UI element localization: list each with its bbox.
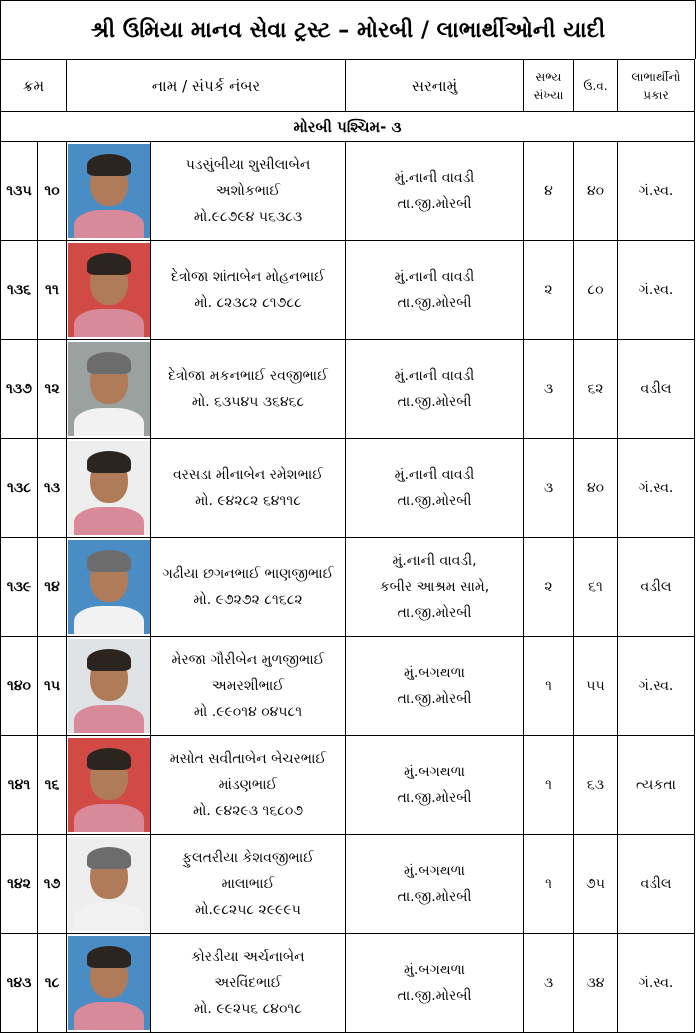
address-line-1: મું.નાની વાવડી, (392, 553, 477, 569)
member-count: ૩ (524, 340, 574, 439)
header-name: નામ / સંપર્ક નંબર (67, 60, 346, 112)
address-line-2: તા.જી.મોરબી (397, 394, 472, 410)
phone-line: મો .૯૯૦૧૪ ૦૪૫૮૧ (193, 704, 303, 720)
beneficiary-type: વડીલ (618, 835, 695, 934)
serial-number: ૧૩૮ (1, 439, 38, 538)
age: ૮૦ (574, 241, 618, 340)
name-line-2: અશોકભાઈ (215, 183, 281, 199)
name-line-2: મો. ૯૭૨૭૨ ૮૧૬૮૨ (193, 592, 303, 608)
table-row (1, 835, 695, 934)
portrait-woman (68, 441, 150, 535)
beneficiary-type: ગં.સ્વ. (618, 241, 695, 340)
portrait-woman (68, 936, 150, 1030)
portrait-woman (68, 144, 150, 238)
name-contact (151, 934, 346, 1033)
name-contact (151, 835, 346, 934)
photo-cell (67, 538, 151, 637)
address (346, 142, 524, 241)
address-line-2: તા.જી.મોરબી (397, 691, 472, 707)
address-line-2: તા.જી.મોરબી (397, 889, 472, 905)
address (346, 241, 524, 340)
address (346, 538, 524, 637)
portrait-woman (68, 738, 150, 832)
portrait-man (68, 540, 150, 634)
address-line-2: તા.જી.મોરબી (397, 295, 472, 311)
table-row (1, 142, 695, 241)
header-serial: ક્રમ (1, 60, 67, 112)
name-contact (151, 439, 346, 538)
photo-cell (67, 142, 151, 241)
table-row (1, 934, 695, 1033)
name-line-1: વરસડા મીનાબેન રમેશભાઈ (172, 467, 324, 483)
sub-number: ૧૮ (38, 934, 67, 1033)
address-line-2: તા.જી.મોરબી (397, 790, 472, 806)
photo-cell (67, 934, 151, 1033)
page-title: શ્રી ઉમિયા માનવ સેવા ટ્રસ્ટ – મોરબી / લાભાર્થીઓની યાદી (0, 0, 696, 59)
address-line-2: તા.જી.મોરબી (397, 988, 472, 1004)
serial-number: ૧૩૯ (1, 538, 38, 637)
beneficiary-type: ગં.સ્વ. (618, 637, 695, 736)
header-address: સરનામું (346, 60, 524, 112)
name-line-2: અમરશીભાઈ (211, 678, 285, 694)
table-header-row (1, 60, 695, 112)
name-line-2: માંડણભાઈ (218, 777, 278, 793)
table-row (1, 736, 695, 835)
age: ૬૨ (574, 340, 618, 439)
serial-number: ૧૩૭ (1, 340, 38, 439)
address (346, 835, 524, 934)
age: ૭૫ (574, 835, 618, 934)
phone-line: મો. ૯૪૨૯૩ ૧૬૮૦૭ (192, 803, 304, 819)
sub-number: ૧૬ (38, 736, 67, 835)
table-row (1, 340, 695, 439)
sub-number: ૧૭ (38, 835, 67, 934)
address-line-1: મું.બગથળા (404, 665, 465, 681)
name-line-1: મસોત સવીતાબેન બેચરભાઈ (169, 751, 327, 767)
serial-number: ૧૪૦ (1, 637, 38, 736)
member-count: ૨ (524, 538, 574, 637)
age: ૪૦ (574, 439, 618, 538)
name-contact (151, 340, 346, 439)
serial-number: ૧૩૫ (1, 142, 38, 241)
name-line-2: મો. ૬૩૫૪૫ ૩૬૪૬૮ (191, 394, 305, 410)
photo-cell (67, 439, 151, 538)
name-line-1: ગઢીયા છગનભાઈ ભાણજીભાઈ (162, 566, 334, 582)
table-row (1, 538, 695, 637)
age: ૬૩ (574, 736, 618, 835)
address-line-1: મું.બગથળા (404, 764, 465, 780)
phone-line: મો. ૯૯૨૫૬ ૮૪૦૧૮ (194, 1001, 302, 1017)
beneficiary-table (0, 59, 695, 1033)
member-count: ૪ (524, 142, 574, 241)
name-line-1: ફુલતરીયા કેશવજીભાઈ (182, 850, 314, 866)
name-line-1: દેત્રોજા શાંતાબેન મોહનભાઈ (171, 269, 325, 285)
serial-number: ૧૪૩ (1, 934, 38, 1033)
header-type: લાભાર્થીનો પ્રકાર (618, 60, 695, 112)
beneficiary-type: ગં.સ્વ. (618, 439, 695, 538)
member-count: ૧ (524, 736, 574, 835)
name-line-2: માલાભાઈ (221, 876, 275, 892)
portrait-woman (68, 639, 150, 733)
name-line-2: અરવિંદભાઈ (214, 975, 282, 991)
age: ૩૪ (574, 934, 618, 1033)
photo-cell (67, 340, 151, 439)
member-count: ૧ (524, 637, 574, 736)
address-line-2: કબીર આશ્રમ સામે, (379, 579, 490, 595)
address-line-1: મું.નાની વાવડી (394, 269, 475, 285)
address-line-1: મું.બગથળા (404, 863, 465, 879)
name-line-1: મેરજા ગૌરીબેન મુળજીભાઈ (171, 652, 325, 668)
beneficiary-type: વડીલ (618, 340, 695, 439)
address-line-3: તા.જી.મોરબી (397, 605, 472, 621)
member-count: ૧ (524, 835, 574, 934)
sub-number: ૧૧ (38, 241, 67, 340)
member-count: ૩ (524, 439, 574, 538)
address-line-2: તા.જી.મોરબી (397, 493, 472, 509)
phone-line: મો.૯૮૭૯૪ ૫૬૩૮૩ (193, 209, 303, 225)
beneficiary-type: વડીલ (618, 538, 695, 637)
photo-cell (67, 835, 151, 934)
portrait-man (68, 837, 150, 931)
address-line-1: મું.નાની વાવડી (394, 368, 475, 384)
address (346, 934, 524, 1033)
age: ૪૦ (574, 142, 618, 241)
name-line-2: મો. ૮૨૩૮૨ ૮૧૭૮૮ (194, 295, 302, 311)
header-members: સભ્ય સંખ્યા (524, 60, 574, 112)
name-contact (151, 241, 346, 340)
age: ૬૧ (574, 538, 618, 637)
address-line-1: મું.બગથળા (404, 962, 465, 978)
beneficiary-type: ત્યકતા (618, 736, 695, 835)
serial-number: ૧૪૨ (1, 835, 38, 934)
name-line-2: મો. ૯૪૨૮૨ ૬૪૧૧૮ (195, 493, 301, 509)
age: ૫૫ (574, 637, 618, 736)
sub-number: ૧૩ (38, 439, 67, 538)
serial-number: ૧૪૧ (1, 736, 38, 835)
name-line-1: પડસુંબીયા શુસીલાબેન (185, 157, 311, 173)
name-contact (151, 142, 346, 241)
name-line-1: દેત્રોજા મકનભાઈ રવજીભાઈ (168, 368, 328, 384)
member-count: ૨ (524, 241, 574, 340)
photo-cell (67, 736, 151, 835)
address-line-1: મું.નાની વાવડી (394, 467, 475, 483)
table-row (1, 241, 695, 340)
header-age: ઉ.વ. (574, 60, 618, 112)
sub-number: ૧૫ (38, 637, 67, 736)
photo-cell (67, 637, 151, 736)
portrait-woman (68, 243, 150, 337)
beneficiary-type: ગં.સ્વ. (618, 142, 695, 241)
table-row (1, 637, 695, 736)
sub-number: ૧૪ (38, 538, 67, 637)
section-row (1, 112, 695, 142)
address (346, 340, 524, 439)
member-count: ૩ (524, 934, 574, 1033)
address-line-2: તા.જી.મોરબી (397, 196, 472, 212)
address (346, 439, 524, 538)
address-line-1: મું.નાની વાવડી (394, 170, 475, 186)
portrait-man (68, 342, 150, 436)
address (346, 637, 524, 736)
name-contact (151, 736, 346, 835)
name-line-1: કોરડીયા અર્ચનાબેન (191, 949, 305, 965)
serial-number: ૧૩૬ (1, 241, 38, 340)
table-row (1, 439, 695, 538)
sub-number: ૧૦ (38, 142, 67, 241)
beneficiary-type: ગં.સ્વ. (618, 934, 695, 1033)
photo-cell (67, 241, 151, 340)
phone-line: મો.૯૮૨૫૮ ૨૯૯૯૫ (195, 902, 301, 918)
address (346, 736, 524, 835)
name-contact (151, 538, 346, 637)
section-title: મોરબી પશ્ચિમ- ૩ (1, 112, 695, 142)
sub-number: ૧૨ (38, 340, 67, 439)
name-contact (151, 637, 346, 736)
